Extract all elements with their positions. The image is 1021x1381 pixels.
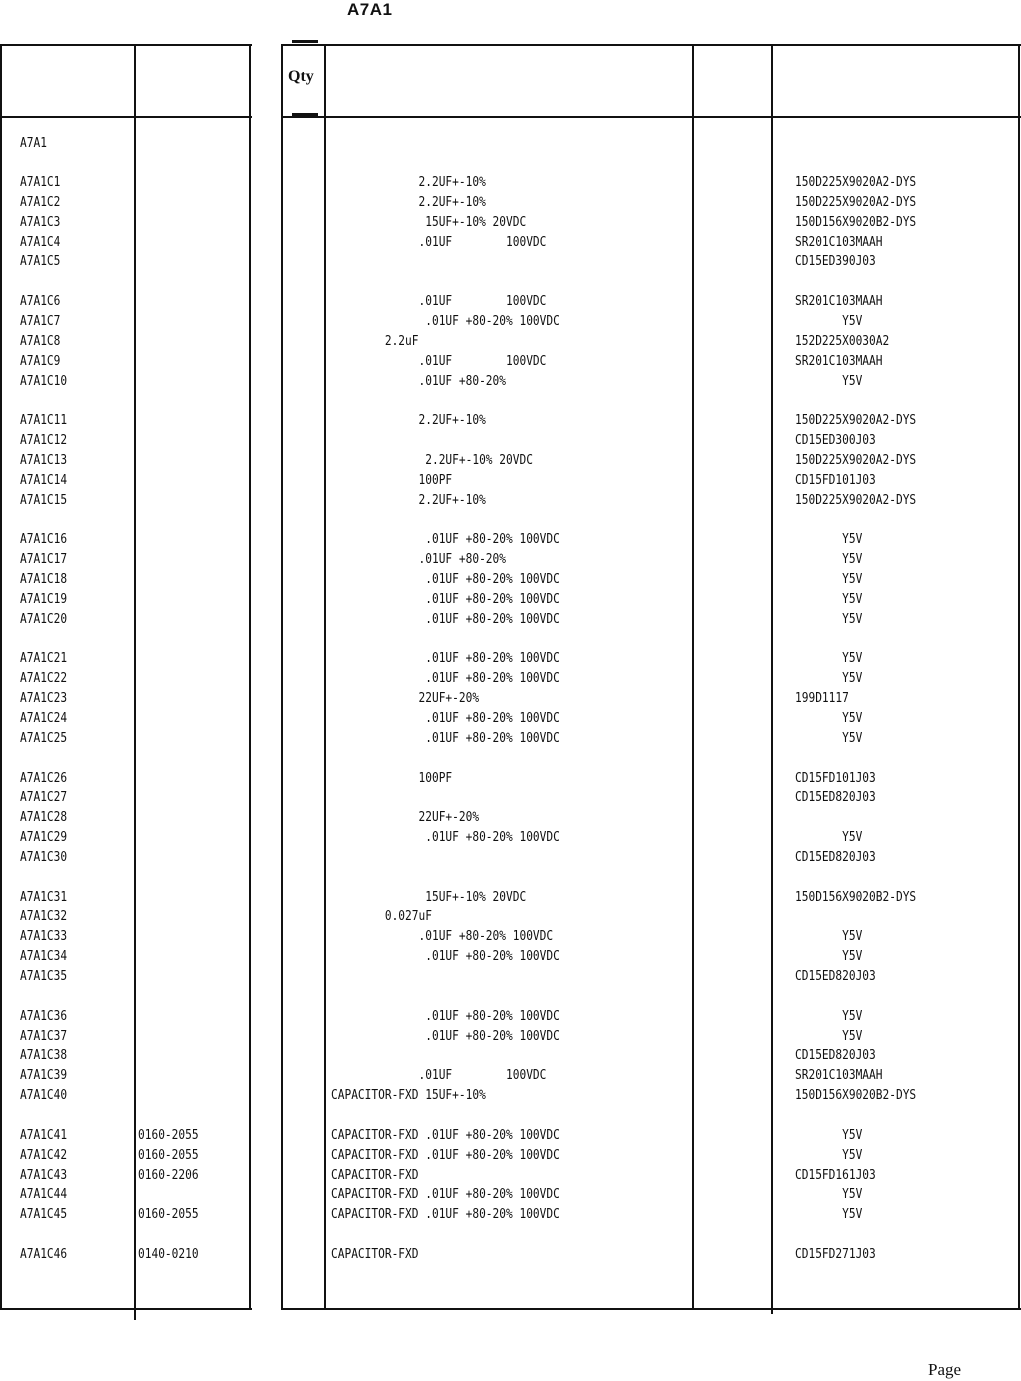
mfr-part-number: CD15ED820J03 [795, 850, 876, 865]
mfr-part-number: Y5V [795, 1207, 863, 1222]
reference-designator: A7A1C19 [20, 592, 68, 607]
description: 22UF+-20% [331, 691, 480, 706]
reference-designator: A7A1C3 [20, 215, 61, 230]
reference-designator: A7A1C16 [20, 532, 68, 547]
reference-designator: A7A1C15 [20, 493, 68, 508]
mfr-part-number: Y5V [795, 612, 863, 627]
description: .01UF +80-20% 100VDC [331, 651, 560, 666]
part-number: 0140-0210 [138, 1247, 199, 1262]
reference-designator: A7A1 [20, 136, 47, 151]
reference-designator: A7A1C36 [20, 1009, 68, 1024]
description: .01UF +80-20% 100VDC [331, 1009, 560, 1024]
reference-designator: A7A1C28 [20, 810, 68, 825]
reference-designator: A7A1C33 [20, 929, 68, 944]
mfr-part-number: Y5V [795, 830, 863, 845]
mfr-part-number: 152D225X0030A2 [795, 334, 890, 349]
mfr-part-number: 150D156X9020B2-DYS [795, 1088, 917, 1103]
mfr-part-number: CD15ED390J03 [795, 254, 876, 269]
reference-designator: A7A1C43 [20, 1168, 68, 1183]
description: .01UF +80-20% 100VDC [331, 929, 554, 944]
description: CAPACITOR-FXD [331, 1168, 419, 1183]
part-number: 0160-2055 [138, 1207, 199, 1222]
mfr-part-number: CD15FD101J03 [795, 473, 876, 488]
description: .01UF +80-20% 100VDC [331, 1029, 560, 1044]
reference-designator: A7A1C34 [20, 949, 68, 964]
mfr-part-number: 150D225X9020A2-DYS [795, 493, 917, 508]
reference-designator: A7A1C6 [20, 294, 61, 309]
mfr-part-number: Y5V [795, 532, 863, 547]
reference-designator: A7A1C13 [20, 453, 68, 468]
description: CAPACITOR-FXD [331, 1247, 419, 1262]
description: .01UF +80-20% 100VDC [331, 949, 560, 964]
mfr-part-number: CD15FD101J03 [795, 771, 876, 786]
description: 15UF+-10% 20VDC [331, 890, 527, 905]
mfr-part-number: 150D225X9020A2-DYS [795, 195, 917, 210]
description: .01UF +80-20% 100VDC [331, 711, 560, 726]
mfr-part-number: Y5V [795, 1009, 863, 1024]
mfr-part-number: Y5V [795, 1148, 863, 1163]
reference-designator: A7A1C40 [20, 1088, 68, 1103]
description: .01UF +80-20% 100VDC [331, 592, 560, 607]
reference-designator: A7A1C14 [20, 473, 68, 488]
reference-designator: A7A1C45 [20, 1207, 68, 1222]
reference-designator: A7A1C37 [20, 1029, 68, 1044]
description: 2.2UF+-10% [331, 195, 486, 210]
reference-designator: A7A1C46 [20, 1247, 68, 1262]
reference-designator: A7A1C24 [20, 711, 68, 726]
description: .01UF 100VDC [331, 235, 547, 250]
description: .01UF +80-20% [331, 374, 507, 389]
description: .01UF +80-20% 100VDC [331, 532, 560, 547]
description: .01UF +80-20% 100VDC [331, 731, 560, 746]
reference-designator: A7A1C44 [20, 1187, 68, 1202]
mfr-part-number: Y5V [795, 314, 863, 329]
mfr-part-number: 150D156X9020B2-DYS [795, 890, 917, 905]
reference-designator: A7A1C21 [20, 651, 68, 666]
reference-designator: A7A1C12 [20, 433, 68, 448]
description: CAPACITOR-FXD .01UF +80-20% 100VDC [331, 1207, 560, 1222]
mfr-part-number: Y5V [795, 671, 863, 686]
mfr-part-number: SR201C103MAAH [795, 354, 883, 369]
mfr-part-number: Y5V [795, 1128, 863, 1143]
reference-designator: A7A1C8 [20, 334, 61, 349]
mfr-part-number: Y5V [795, 651, 863, 666]
description: 100PF [331, 473, 453, 488]
description: CAPACITOR-FXD .01UF +80-20% 100VDC [331, 1148, 560, 1163]
qty-column-header: Qty [288, 68, 314, 85]
reference-designator: A7A1C31 [20, 890, 68, 905]
description: 2.2uF [331, 334, 419, 349]
description: CAPACITOR-FXD 15UF+-10% [331, 1088, 486, 1103]
page-title: A7A1 [347, 0, 393, 19]
reference-designator: A7A1C30 [20, 850, 68, 865]
reference-designator: A7A1C26 [20, 771, 68, 786]
description: .01UF +80-20% 100VDC [331, 612, 560, 627]
mfr-part-number: CD15ED820J03 [795, 969, 876, 984]
reference-designator: A7A1C27 [20, 790, 68, 805]
description: 2.2UF+-10% [331, 413, 486, 428]
reference-designator: A7A1C7 [20, 314, 61, 329]
part-number: 0160-2055 [138, 1148, 199, 1163]
reference-designator: A7A1C25 [20, 731, 68, 746]
reference-designator: A7A1C20 [20, 612, 68, 627]
mfr-part-number: 150D156X9020B2-DYS [795, 215, 917, 230]
description: 100PF [331, 771, 453, 786]
page-footer-label: Page [928, 1360, 962, 1379]
reference-designator: A7A1C17 [20, 552, 68, 567]
mfr-part-number: SR201C103MAAH [795, 1068, 883, 1083]
mfr-part-number: CD15ED820J03 [795, 790, 876, 805]
description: .01UF +80-20% 100VDC [331, 572, 560, 587]
mfr-part-number: CD15FD271J03 [795, 1247, 876, 1262]
mfr-part-number: 150D225X9020A2-DYS [795, 413, 917, 428]
description: .01UF +80-20% [331, 552, 507, 567]
mfr-part-number: 150D225X9020A2-DYS [795, 453, 917, 468]
mfr-part-number: CD15FD161J03 [795, 1168, 876, 1183]
mfr-part-number: 199D1117 [795, 691, 849, 706]
description: .01UF +80-20% 100VDC [331, 671, 560, 686]
reference-designator: A7A1C5 [20, 254, 61, 269]
mfr-part-number: Y5V [795, 572, 863, 587]
description: .01UF +80-20% 100VDC [331, 830, 560, 845]
description: CAPACITOR-FXD .01UF +80-20% 100VDC [331, 1187, 560, 1202]
reference-designator: A7A1C38 [20, 1048, 68, 1063]
mfr-part-number: Y5V [795, 929, 863, 944]
reference-designator: A7A1C32 [20, 909, 68, 924]
part-number: 0160-2206 [138, 1168, 199, 1183]
mfr-part-number: CD15ED820J03 [795, 1048, 876, 1063]
description: 0.027uF [331, 909, 432, 924]
reference-designator: A7A1C11 [20, 413, 68, 428]
part-number: 0160-2055 [138, 1128, 199, 1143]
mfr-part-number: 150D225X9020A2-DYS [795, 175, 917, 190]
description: .01UF +80-20% 100VDC [331, 314, 560, 329]
mfr-part-number: SR201C103MAAH [795, 235, 883, 250]
description: 22UF+-20% [331, 810, 480, 825]
reference-designator: A7A1C22 [20, 671, 68, 686]
reference-designator: A7A1C2 [20, 195, 61, 210]
reference-designator: A7A1C35 [20, 969, 68, 984]
mfr-part-number: Y5V [795, 552, 863, 567]
mfr-part-number: Y5V [795, 592, 863, 607]
mfr-part-number: SR201C103MAAH [795, 294, 883, 309]
description: 2.2UF+-10% [331, 175, 486, 190]
description: 15UF+-10% 20VDC [331, 215, 527, 230]
description: .01UF 100VDC [331, 1068, 547, 1083]
reference-designator: A7A1C9 [20, 354, 61, 369]
description: CAPACITOR-FXD .01UF +80-20% 100VDC [331, 1128, 560, 1143]
mfr-part-number: Y5V [795, 731, 863, 746]
description: .01UF 100VDC [331, 294, 547, 309]
description: 2.2UF+-10% 20VDC [331, 453, 533, 468]
mfr-part-number: Y5V [795, 949, 863, 964]
mfr-part-number: Y5V [795, 374, 863, 389]
mfr-part-number: Y5V [795, 1187, 863, 1202]
reference-designator: A7A1C42 [20, 1148, 68, 1163]
reference-designator: A7A1C1 [20, 175, 61, 190]
reference-designator: A7A1C39 [20, 1068, 68, 1083]
mfr-part-number: CD15ED300J03 [795, 433, 876, 448]
mfr-part-number: Y5V [795, 711, 863, 726]
reference-designator: A7A1C10 [20, 374, 68, 389]
description: 2.2UF+-10% [331, 493, 486, 508]
description: .01UF 100VDC [331, 354, 547, 369]
reference-designator: A7A1C18 [20, 572, 68, 587]
reference-designator: A7A1C41 [20, 1128, 68, 1143]
reference-designator: A7A1C29 [20, 830, 68, 845]
mfr-part-number: Y5V [795, 1029, 863, 1044]
reference-designator: A7A1C4 [20, 235, 61, 250]
reference-designator: A7A1C23 [20, 691, 68, 706]
